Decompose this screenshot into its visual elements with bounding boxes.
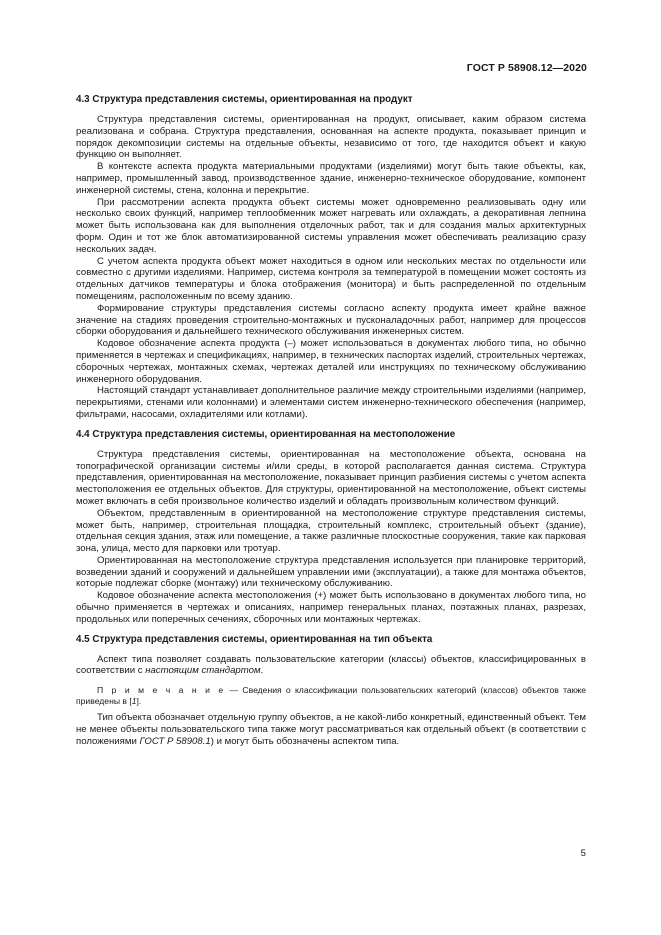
paragraph: Ориентированная на местоположение структура представления используется при планировке территорий, возведении зданий и сооружений и дальнейшем управлении ими (эксплуатации), а также для монтажа объектов, которые подлежат сборке (монтажу) или техническому обслуживанию. — [76, 554, 586, 590]
page-number: 5 — [580, 848, 586, 859]
paragraph: Тип объекта обозначает отдельную группу объектов, а не какой-либо конкретный, единственный объект. Тем не менее объекты пользовательского типа также могут рассматриваться как отдельный объект (в соответствии с положениями ГОСТ Р 58908.1) и могут быть обозначены аспектом типа. — [76, 712, 586, 748]
section-title: 4.4 Структура представления системы, ориентированная на местоположение — [76, 428, 456, 440]
section-4-4 — [76, 429, 586, 626]
paragraph: При рассмотрении аспекта продукта объект системы может одновременно реализовывать одну или несколько своих функций, например теплообменник может нагревать или охлаждать, а декоративная лепнина может быть использована как для выполнения отделочных работ, так и для создания малых архитектурных форм. Один и тот же блок автоматизированной системы управления может обеспечивать реализацию сразу нескольких задач. — [76, 196, 586, 255]
standard-reference: ГОСТ Р 58908.1 — [139, 736, 211, 748]
paragraph: Структура представления системы, ориентированная на продукт, описывает, каким образом система реализована и собрана. Структура представления, основанная на аспекте продукта, показывает принцип и порядок декомпозиции системы на отдельные объекты, независимо от того, где находится объект и какую функцию он выполняет. — [76, 114, 586, 161]
paragraph: Настоящий стандарт устанавливает дополнительное различие между строительными изделиями (например, перекрытиями, стенами или колоннами) и элементами систем инженерно-технического обеспечения (например, фильтрами, насосами, охладителями или котлами). — [76, 385, 586, 420]
section-title: 4.5 Структура представления системы, ориентированная на тип объекта — [76, 633, 433, 645]
bibliography-reference: 1 — [131, 695, 137, 706]
section-4-3 — [76, 94, 586, 421]
page-content — [76, 94, 586, 756]
document-id: ГОСТ Р 58908.12—2020 — [466, 62, 587, 74]
note: П р и м е ч а н и е — Сведения о классификации пользовательских категорий (классов) объектов также приведены в [1]. — [76, 685, 587, 706]
paragraph: Объектом, представленным в ориентированной на местоположение структуре представления системы, может быть, например, строительная площадка, строительный комплекс, строительный объект (здание), отдельная секция здания, этаж или помещение, а также различные плоскостные сооружения, такие как парковая зона, улица, место для парковки или тротуар. — [76, 507, 586, 555]
paragraph: Аспект типа позволяет создавать пользовательские категории (классы) объектов, классифицированных в соответствии с настоящим стандартом. — [76, 653, 586, 677]
paragraph: Кодовое обозначение аспекта местоположения (+) может быть использовано в документах любого типа, но обычно применяется в чертежах и описаниях, например генеральных планах, поэтажных планах, разрезах, продольных или поперечных сечениях, сборочных или монтажных чертежах. — [76, 590, 586, 625]
section-4-5 — [76, 634, 586, 748]
section-title: 4.3 Структура представления системы, ориентированная на продукт — [76, 94, 413, 105]
paragraph: Структура представления системы, ориентированная на местоположение объекта, основана на топографической организации системы и/или среды, в которой располагается данная система. Структура представления, ориентированная на местоположение, показывает принцип разбиения системы с учетом аспекта местоположения ее отдельных объектов. Для структуры, ориентированной на местоположение, объект системы может включать в себя произвольное количество изделий и обладать произвольным количеством функций. — [76, 448, 586, 507]
note-label: П р и м е ч а н и е — [97, 685, 226, 696]
paragraph: В контексте аспекта продукта материальными продуктами (изделиями) могут быть такие объекты, как, например, промышленный завод, производственное здание, инженерно-техническое оборудование, компонент инженерной системы, стена, колонна и перекрытие. — [76, 161, 586, 196]
paragraph: С учетом аспекта продукта объект может находиться в одном или нескольких местах по отдельности или совместно с другими изделиями. Например, система контроля за температурой в помещении может состоять из отдельных датчиков температуры и блока отображения (монитора) и быть распределенной по отдельным помещениям, расположенным по всему зданию. — [76, 255, 586, 302]
standard-reference: настоящим стандартом — [145, 665, 261, 677]
paragraph: Формирование структуры представления системы согласно аспекту продукта имеет крайне важное значение на стадиях проведения строительно-монтажных и пусконаладочных работ, например для процессов сборки оборудования и дальнейшего технического обслуживания инженерных систем. — [76, 302, 586, 338]
paragraph: Кодовое обозначение аспекта продукта (–) может использоваться в документах любого типа, но обычно применяется в чертежах и спецификациях, например, в технических паспортах изделий, строительных чертежах, сборочных чертежах, монтажных схемах, чертежах деталей или инструкциях по техническому обслуживанию инженерного оборудования. — [76, 338, 586, 385]
